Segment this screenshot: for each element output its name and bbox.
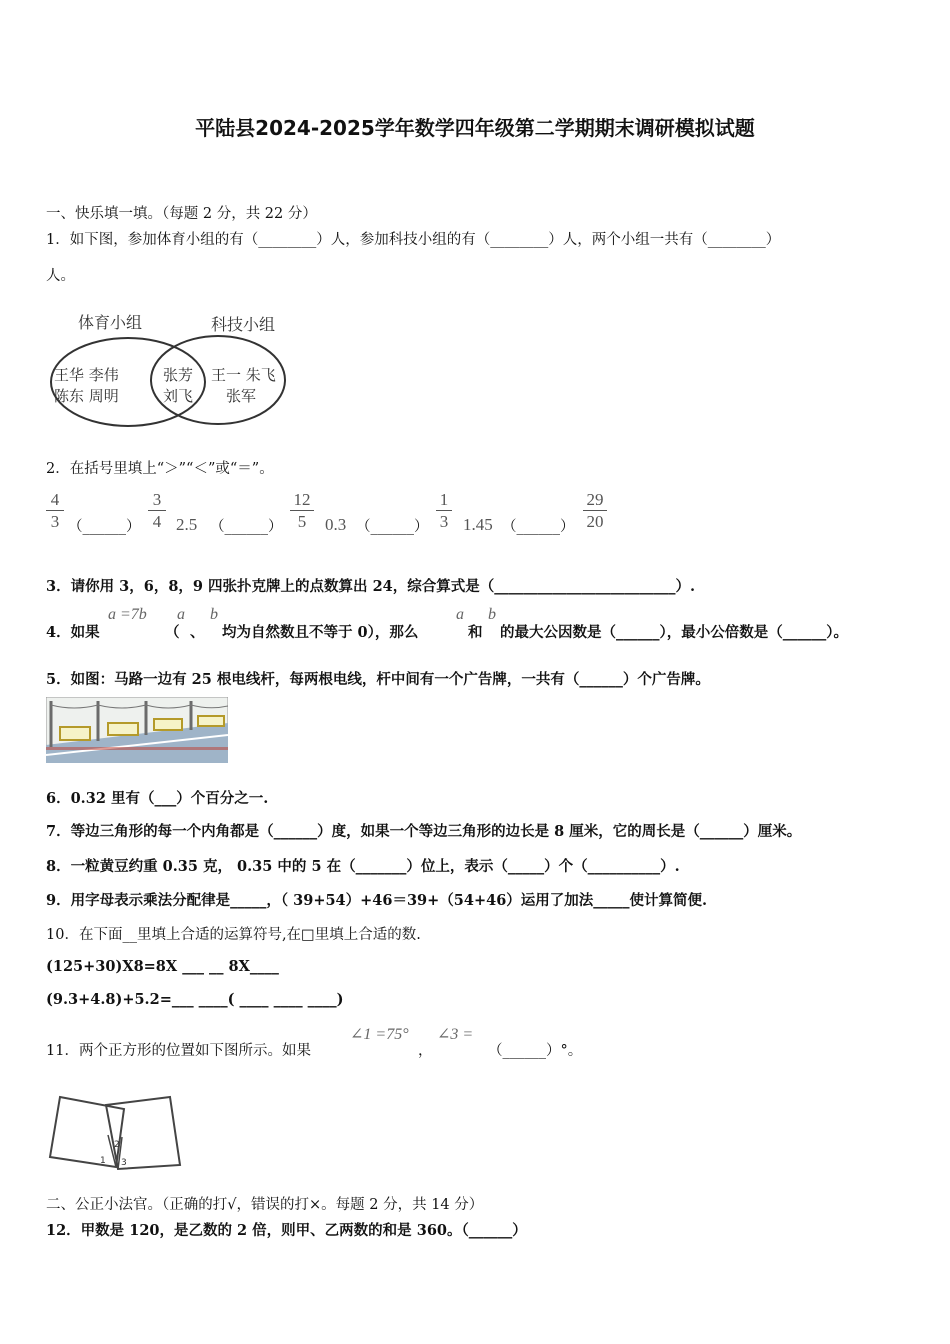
angle-label-3: 3 — [121, 1158, 127, 1168]
venn-right-names-2: 张军 — [226, 387, 257, 405]
fraction-4-3: 4 3 — [46, 490, 64, 531]
question-1-line-1: 1．如下图，参加体育小组的有（________）人，参加科技小组的有（________）人，两个小组一共有（________） — [46, 232, 781, 248]
question-5: 5．如图：马路一边有 25 根电线杆，每两根电线，杆中间有一个广告牌，一共有（______）个广告牌。 — [46, 671, 710, 688]
question-11-prefix: 11．两个正方形的位置如下图所示。如果 — [46, 1043, 311, 1059]
question-4-and: 和 — [468, 624, 483, 641]
venn-left-names-1: 王华 李伟 — [54, 366, 119, 384]
number-0-3: 0.3 — [325, 515, 347, 534]
compare-blank-1[interactable]: （______） — [68, 519, 141, 535]
fraction-3-4: 3 4 — [148, 490, 166, 531]
question-7: 7．等边三角形的每一个内角都是（______）度，如果一个等边三角形的边长是 8 厘米，它的周长是（______）厘米。 — [46, 823, 802, 840]
question-4-var-b: b — [210, 606, 218, 623]
venn-left-names-2: 陈东 周明 — [54, 387, 119, 405]
question-8: 8．一粒黄豆约重 0.35 克， 0.35 中的 5 在（_______）位上，表示（_____）个（__________）. — [46, 858, 680, 875]
fraction-1-3: 1 3 — [436, 490, 452, 531]
question-10-line-1: (125+30)X8=8X ___ __ 8X____ — [46, 958, 279, 975]
section-2-heading: 二、公正小法官。（正确的打√，错误的打×。每题 2 分，共 14 分） — [46, 1197, 484, 1213]
number-2-5: 2.5 — [176, 515, 198, 534]
compare-blank-4[interactable]: （______） — [502, 519, 575, 535]
venn-mid-names-1: 张芳 — [163, 366, 194, 384]
question-4-middle: 均为自然数且不等于 0），那么 — [222, 624, 419, 641]
question-4-suffix: 的最大公因数是（______），最小公倍数是（______）。 — [500, 624, 848, 641]
question-4-var-a: a — [177, 606, 185, 623]
question-4-prefix: 4．如果 — [46, 624, 100, 641]
venn-right-names-1: 王一 朱飞 — [211, 366, 276, 384]
question-11-suffix: （______）°。 — [488, 1043, 583, 1059]
venn-mid-names-2: 刘飞 — [163, 387, 194, 405]
question-10-text: 10．在下面__里填上合适的运算符号,在□里填上合适的数. — [46, 927, 421, 943]
angle-label-1: 1 — [100, 1156, 106, 1166]
question-11-angle-1: ∠1 =75° — [350, 1026, 409, 1043]
question-4-var-b2: b — [488, 606, 496, 623]
venn-left-label: 体育小组 — [78, 313, 143, 332]
question-11-comma: ， — [418, 1043, 433, 1059]
compare-blank-3[interactable]: （______） — [356, 519, 429, 535]
venn-right-label: 科技小组 — [211, 315, 276, 334]
question-1-line-2: 人。 — [46, 268, 75, 284]
question-12: 12．甲数是 120，是乙数的 2 倍，则甲、乙两数的和是 360。（______） — [46, 1222, 527, 1239]
question-11-angle-3: ∠3 = — [437, 1026, 474, 1043]
number-1-45: 1.45 — [463, 515, 493, 534]
question-9: 9．用字母表示乘法分配律是_____，（ 39+54）+46＝39+（54+46）运用了加法_____使计算简便. — [46, 892, 708, 909]
question-4-formula: a =7b — [108, 606, 147, 623]
two-squares-figure — [46, 1085, 186, 1175]
question-2-text: 2．在括号里填上“＞”“＜”或“＝”。 — [46, 461, 274, 477]
question-4-var-a2: a — [456, 606, 464, 623]
venn-diagram — [46, 300, 296, 435]
fraction-12-5: 12 5 — [290, 490, 314, 531]
question-6: 6．0.32 里有（___）个百分之一. — [46, 790, 269, 807]
page-title: 平陆县2024-2025学年数学四年级第二学期期末调研模拟试题 — [195, 116, 755, 140]
question-10-line-2: (9.3+4.8)+5.2=___ ____( ____ ____ ____) — [46, 991, 344, 1008]
angle-label-2: 2 — [114, 1140, 120, 1150]
section-1-heading: 一、快乐填一填。（每题 2 分，共 22 分） — [46, 206, 317, 222]
road-picture — [46, 697, 228, 763]
question-3: 3．请你用 3，6，8，9 四张扑克牌上的点数算出 24，综合算式是（_________________________）. — [46, 578, 696, 595]
question-4-sep: 、 — [190, 624, 205, 641]
compare-blank-2[interactable]: （______） — [210, 519, 283, 535]
fraction-29-20: 29 20 — [583, 490, 607, 531]
question-4-paren: （ — [165, 624, 180, 641]
